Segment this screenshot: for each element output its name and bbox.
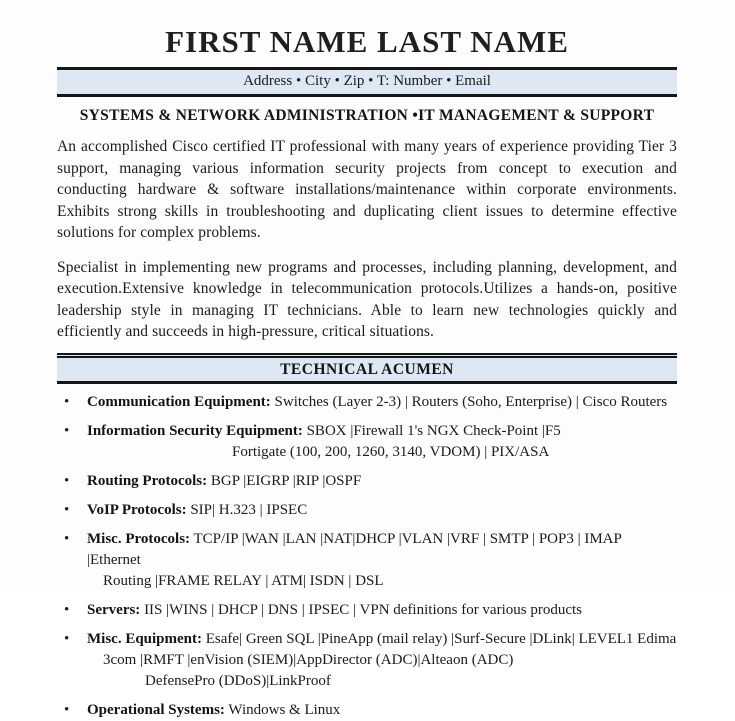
skill-line: 3com |RMFT |enVision (SIEM)|AppDirector (ADC)|Alteaon (ADC) (103, 651, 514, 668)
bullet-icon: • (64, 530, 70, 547)
skill-item-7 (57, 700, 677, 721)
section-header-technical-acumen (57, 353, 677, 384)
skill-text: Windows & Linux (228, 701, 341, 718)
skill-item-2 (57, 471, 677, 492)
skill-text: SBOX |Firewall 1's NGX Check-Point |F5 (306, 422, 561, 439)
skill-line (87, 529, 677, 571)
skill-body (87, 500, 677, 521)
skill-text: SIP| H.323 | IPSEC (190, 501, 308, 518)
contact-line: Address • City • Zip • T: Number • Email (243, 73, 491, 89)
skill-body (87, 471, 677, 492)
skill-item-4 (57, 529, 677, 592)
summary-paragraph-2: Specialist in implementing new programs and processes, including planning, development, and execution.Extensive knowledge in telecommunication protocols.Utilizes a hands-on, positive leadership style in managing IT technicians. Able to learn new technologies quickly and efficiently and succeeds in high-pressure, critical situations. (57, 258, 677, 340)
skill-item-1 (57, 421, 677, 463)
skill-line (87, 421, 677, 442)
candidate-name: FIRST NAME LAST NAME (165, 24, 569, 59)
skill-label: Information Security Equipment: (87, 422, 303, 439)
skill-body (87, 529, 677, 592)
skill-item-5 (57, 600, 677, 621)
contact-bar (57, 67, 677, 97)
bullet-icon: • (64, 630, 70, 647)
skill-label: VoIP Protocols: (87, 501, 187, 518)
skill-label: Routing Protocols: (87, 472, 208, 489)
bullet-icon: • (64, 472, 70, 489)
skill-line: Fortigate (100, 200, 1260, 3140, VDOM) | PIX/ASA (232, 443, 550, 460)
skill-body (87, 421, 677, 463)
bullet-icon: • (64, 422, 70, 439)
skill-item-6 (57, 629, 677, 692)
skill-label: Misc. Protocols: (87, 530, 191, 547)
skill-line: Routing |FRAME RELAY | ATM| ISDN | DSL (103, 572, 384, 589)
bullet-icon: • (64, 601, 70, 618)
skill-body (87, 600, 677, 621)
skill-label: Servers: (87, 601, 141, 618)
skill-label: Misc. Equipment: (87, 630, 203, 647)
skill-label: Operational Systems: (87, 701, 225, 718)
skill-item-3 (57, 500, 677, 521)
skill-label: Communication Equipment: (87, 393, 271, 410)
summary-paragraph-1: An accomplished Cisco certified IT professional with many years of experience providing Tier 3 support, managing various information security projects from concept to execution and conducting hardware & software installations/maintenance within corporate environments. Exhibits strong skills in troubleshooting and duplicating client issues to determine effective solutions for complex problems. (57, 138, 677, 241)
skill-body (87, 700, 677, 721)
bullet-icon: • (64, 701, 70, 718)
skill-body (87, 392, 677, 413)
skill-text: TCP/IP |WAN |LAN |NAT|DHCP |VLAN |VRF | SMTP | POP3 | IMAP |Ethernet (87, 530, 622, 568)
section-title: TECHNICAL ACUMEN (280, 360, 454, 378)
skill-item-0 (57, 392, 677, 413)
bullet-icon: • (64, 393, 70, 410)
skill-line (87, 629, 677, 650)
skill-text: Switches (Layer 2-3) | Routers (Soho, Enterprise) | Cisco Routers (274, 393, 668, 410)
skill-text: Esafe| Green SQL |PineApp (mail relay) |Surf-Secure |DLink| LEVEL1 Edima (205, 630, 677, 647)
skill-line: DefensePro (DDoS)|LinkProof (145, 672, 331, 689)
skill-text: BGP |EIGRP |RIP |OSPF (210, 472, 362, 489)
skill-line (87, 500, 677, 521)
bullet-icon: • (64, 501, 70, 518)
skill-body (87, 629, 677, 692)
skill-line (87, 600, 677, 621)
skills-list (57, 392, 677, 721)
skill-text: IIS |WINS | DHCP | DNS | IPSEC | VPN definitions for various products (144, 601, 582, 618)
skill-line (87, 700, 677, 721)
skill-line (87, 471, 677, 492)
headline: SYSTEMS & NETWORK ADMINISTRATION •IT MANAGEMENT & SUPPORT (79, 107, 655, 124)
skill-line (87, 392, 677, 413)
